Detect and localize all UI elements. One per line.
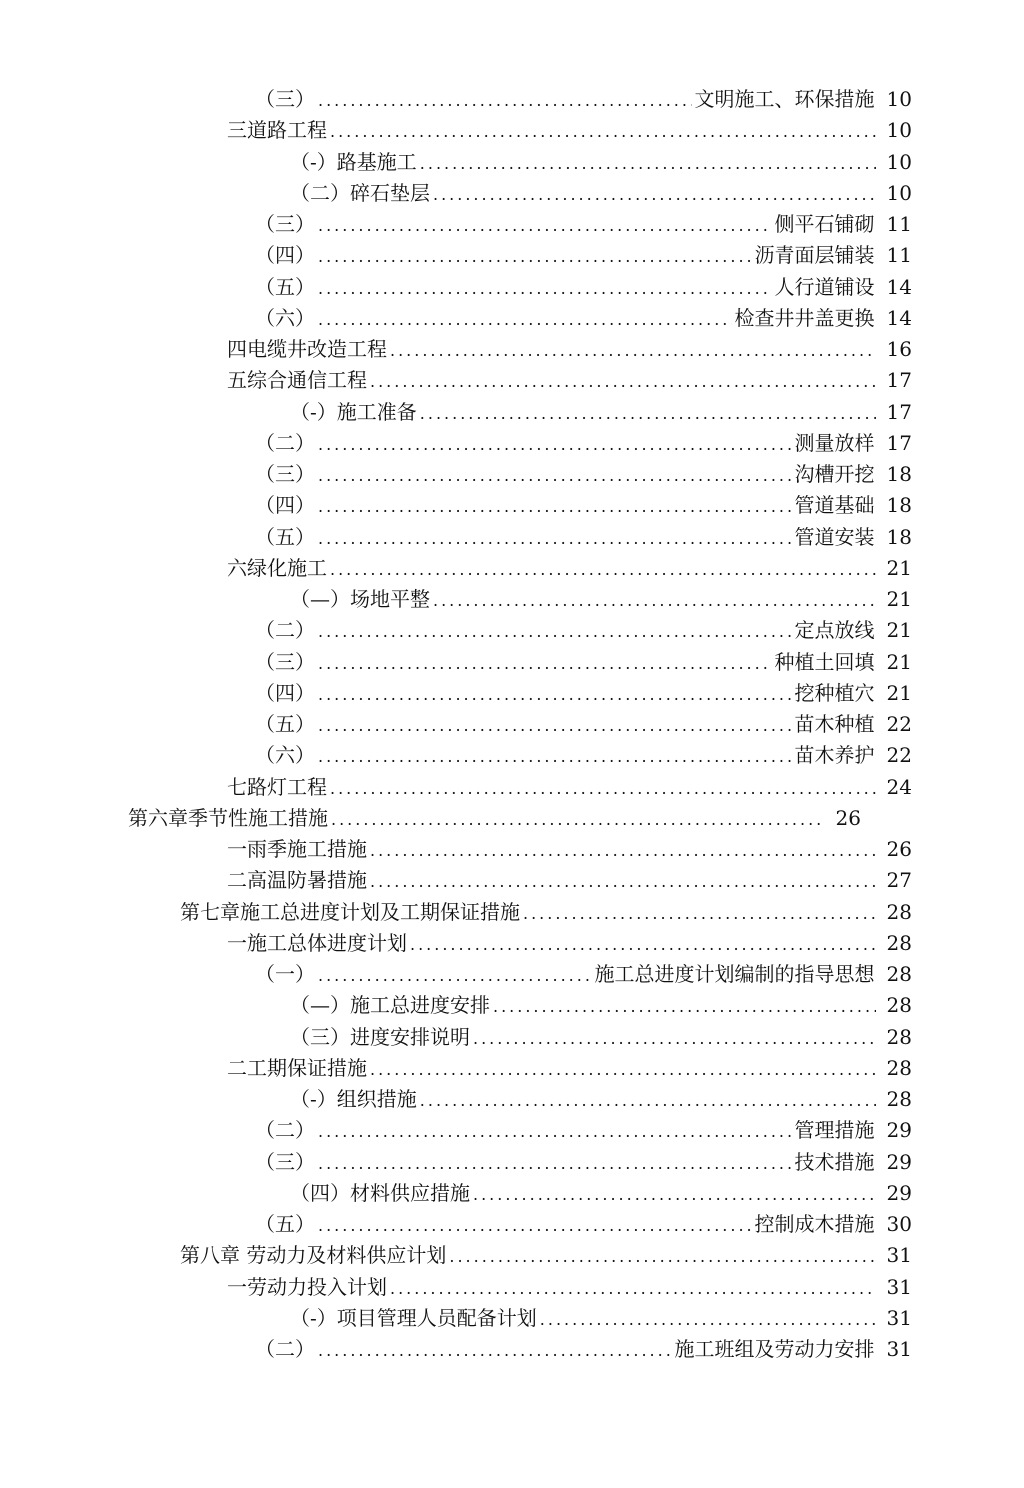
toc-leader-dots [318,430,792,460]
toc-leader-dots [318,617,792,647]
toc-page-number: 28 [886,962,912,986]
toc-leader-dots [318,524,792,554]
toc-page-number: 17 [886,399,912,424]
toc-leader-dots [318,492,792,522]
toc-entry[interactable] [227,772,912,802]
toc-entry[interactable] [290,397,912,427]
toc-leader-dots [473,1024,876,1054]
toc-entry-title: 挖种植穴 [794,680,875,705]
toc-entry[interactable] [227,1053,912,1083]
toc-leader-dots [318,961,592,991]
toc-leader-dots [420,149,876,179]
toc-page-number: 29 [886,1149,912,1174]
toc-page-number: 28 [886,930,912,955]
toc-entry-label: （三） [255,87,315,111]
toc-entry-label: （二） [255,1118,315,1143]
toc-leader-dots [390,1274,876,1304]
toc-entry[interactable] [255,647,912,677]
toc-leader-dots [433,586,876,616]
toc-leader-dots [318,680,792,710]
toc-page-number: 21 [886,649,912,674]
toc-leader-dots [318,1336,672,1366]
toc-entry-label: （二） [255,618,315,643]
toc-entry[interactable] [227,1272,912,1302]
toc-entry[interactable] [255,490,912,520]
toc-entry-label: （二） [255,1337,315,1361]
toc-entry[interactable] [255,240,912,270]
toc-entry-title: 管理措施 [794,1118,875,1143]
toc-entry[interactable] [227,334,912,364]
toc-entry[interactable] [227,834,912,864]
toc-leader-dots [318,649,772,679]
toc-entry-label: （三） [255,1149,315,1174]
toc-entry[interactable] [180,1240,912,1270]
toc-entry-title: 技术措施 [794,1149,875,1174]
toc-entry-label: （一） [255,962,315,986]
toc-entry-title: （—）场地平整 [290,587,430,611]
toc-page-number: 10 [886,118,912,143]
toc-page-number: 10 [886,149,912,174]
toc-page-number: 30 [886,1212,912,1236]
toc-leader-dots [330,117,876,147]
toc-entry[interactable] [255,959,912,989]
toc-leader-dots [433,180,876,210]
toc-page-number: 10 [886,180,912,205]
toc-entry[interactable] [255,428,912,458]
toc-page-number: 31 [886,1337,912,1361]
toc-entry-title: 检查井井盖更换 [734,305,875,330]
toc-entry[interactable] [290,1178,912,1208]
toc-entry-title: 沟槽开挖 [794,462,875,486]
toc-leader-dots [318,1211,752,1241]
toc-entry[interactable] [227,115,912,145]
toc-entry[interactable] [255,678,912,708]
toc-entry[interactable] [255,740,912,770]
toc-entry-title: 控制成木措施 [754,1212,875,1236]
toc-entry-title: 七路灯工程 [227,774,327,799]
toc-leader-dots [540,1305,876,1335]
toc-leader-dots [318,742,792,772]
toc-entry-title: 苗木种植 [794,712,875,736]
toc-entry-label: （四） [255,243,315,268]
toc-entry-label: （四） [255,493,315,518]
toc-entry[interactable] [255,709,912,739]
toc-leader-dots [318,211,772,241]
toc-entry-label: （五） [255,274,315,299]
toc-entry[interactable] [290,584,912,614]
toc-entry-title: 管道基础 [794,493,875,518]
toc-entry-title: 一劳动力投入计划 [227,1274,387,1299]
toc-entry[interactable] [255,1147,912,1177]
toc-entry-title: 定点放线 [794,618,875,643]
toc-entry-label: （四） [255,680,315,705]
toc-entry-title: 第六章季节性施工措施 [128,805,328,830]
toc-entry[interactable] [255,1334,912,1364]
toc-entry-title: （-）项目管理人员配备计划 [290,1305,537,1330]
toc-page-number: 11 [886,212,912,236]
toc-page-number: 22 [886,712,912,736]
toc-entry[interactable] [290,1022,912,1052]
toc-leader-dots [370,367,876,397]
toc-leader-dots [523,899,876,929]
toc-entry-title: 施工班组及劳动力安排 [674,1337,875,1361]
toc-page-number: 14 [886,274,912,299]
toc-entry-title: （四）材料供应措施 [290,1180,470,1205]
toc-entry[interactable] [255,209,912,239]
toc-entry-title: 种植土回填 [774,649,875,674]
toc-page-number: 29 [886,1118,912,1143]
toc-leader-dots [449,1242,875,1272]
toc-entry[interactable] [290,1303,912,1333]
toc-entry-label: （二） [255,430,315,455]
toc-entry-label: （五） [255,1212,315,1236]
toc-leader-dots [318,305,732,335]
toc-page-number: 18 [886,462,912,486]
toc-entry-title: 二高温防暑措施 [227,868,367,893]
toc-entry-label: （三） [255,212,315,236]
toc-page-number: 28 [886,1055,912,1080]
toc-page-number: 11 [886,243,912,268]
toc-page-number: 18 [886,493,912,518]
toc-leader-dots [330,774,876,804]
toc-leader-dots [410,930,876,960]
toc-entry[interactable] [290,147,912,177]
toc-leader-dots [330,555,876,585]
toc-page-number: 31 [886,1305,912,1330]
toc-page-number: 18 [886,524,912,549]
toc-leader-dots [318,461,792,491]
toc-entry-title: （三）进度安排说明 [290,1024,470,1049]
toc-entry-label: （五） [255,524,315,549]
toc-page-number: 17 [886,368,912,393]
toc-leader-dots [318,242,752,272]
toc-entry[interactable] [128,803,861,833]
toc-page-number: 17 [886,430,912,455]
toc-entry-title: 第七章施工总进度计划及工期保证措施 [180,899,520,924]
toc-leader-dots [318,274,772,304]
toc-page-number: 28 [886,1087,912,1111]
toc-entry-title: 五综合通信工程 [227,368,367,393]
toc-page-number: 31 [886,1243,912,1268]
toc-leader-dots [331,805,825,835]
toc-page-number: 21 [886,555,912,580]
toc-entry[interactable] [255,303,912,333]
toc-entry-title: 管道安装 [794,524,875,549]
toc-page-number: 24 [886,774,912,799]
toc-entry[interactable] [255,1209,912,1239]
toc-leader-dots [370,867,876,897]
toc-page-number: 21 [886,587,912,611]
toc-entry-title: （—）施工总进度安排 [290,993,490,1018]
toc-page-number: 31 [886,1274,912,1299]
toc-entry-label: （三） [255,649,315,674]
toc-page-number: 14 [886,305,912,330]
toc-page-number: 28 [886,1024,912,1049]
toc-leader-dots [473,1180,876,1210]
toc-entry-title: 苗木养护 [794,743,875,768]
toc-entry-title: （-）施工准备 [290,399,417,424]
toc-entry-label: （五） [255,712,315,736]
toc-entry-title: 人行道铺设 [774,274,875,299]
toc-entry-title: 文明施工、环保措施 [694,87,875,111]
toc-entry[interactable] [180,897,912,927]
toc-entry[interactable] [227,553,912,583]
toc-page-number: 21 [886,618,912,643]
toc-page-number: 22 [886,743,912,768]
toc-entry[interactable] [227,865,912,895]
toc-entry-title: 一施工总体进度计划 [227,930,407,955]
toc-page-number: 28 [886,993,912,1018]
toc-page-number: 21 [886,680,912,705]
toc-entry-label: （六） [255,743,315,768]
toc-entry-title: 第八章 劳动力及材料供应计划 [180,1243,447,1268]
toc-entry[interactable] [290,178,912,208]
toc-page-number: 28 [886,899,912,924]
toc-entry-title: 三道路工程 [227,118,327,143]
toc-entry[interactable] [255,84,912,114]
toc-entry[interactable] [227,928,912,958]
toc-page-number: 16 [886,337,912,361]
toc-entry[interactable] [255,459,912,489]
toc-entry[interactable] [255,1115,912,1145]
toc-page-number: 26 [886,837,912,861]
toc-entry-title: （-）组织措施 [290,1087,417,1111]
toc-entry-title: （二）碎石垫层 [290,180,430,205]
toc-leader-dots [420,399,876,429]
toc-leader-dots [318,711,792,741]
toc-page-number: 26 [835,805,861,830]
toc-leader-dots [493,992,876,1022]
toc-entry-label: （六） [255,305,315,330]
toc-leader-dots [318,1117,792,1147]
toc-entry-title: 六绿化施工 [227,555,327,580]
toc-entry[interactable] [290,1084,912,1114]
toc-entry-title: 测量放样 [794,430,875,455]
toc-leader-dots [370,836,876,866]
toc-entry-title: 侧平石铺砌 [774,212,875,236]
toc-entry-title: 沥青面层铺装 [754,243,875,268]
toc-leader-dots [370,1055,876,1085]
toc-entry-title: 二工期保证措施 [227,1055,367,1080]
toc-page-number: 27 [886,868,912,893]
toc-leader-dots [390,336,876,366]
toc-entry-title: 一雨季施工措施 [227,837,367,861]
toc-leader-dots [420,1086,876,1116]
toc-entry-title: 施工总进度计划编制的指导思想 [594,962,875,986]
toc-page-number: 10 [886,87,912,111]
toc-entry[interactable] [227,365,912,395]
toc-leader-dots [318,86,692,116]
toc-entry[interactable] [255,272,912,302]
toc-entry[interactable] [255,522,912,552]
toc-entry[interactable] [290,990,912,1020]
toc-leader-dots [318,1149,792,1179]
toc-entry-title: （-）路基施工 [290,149,417,174]
toc-page-number: 29 [886,1180,912,1205]
toc-entry-title: 四电缆井改造工程 [227,337,387,361]
toc-entry-label: （三） [255,462,315,486]
toc-entry[interactable] [255,615,912,645]
